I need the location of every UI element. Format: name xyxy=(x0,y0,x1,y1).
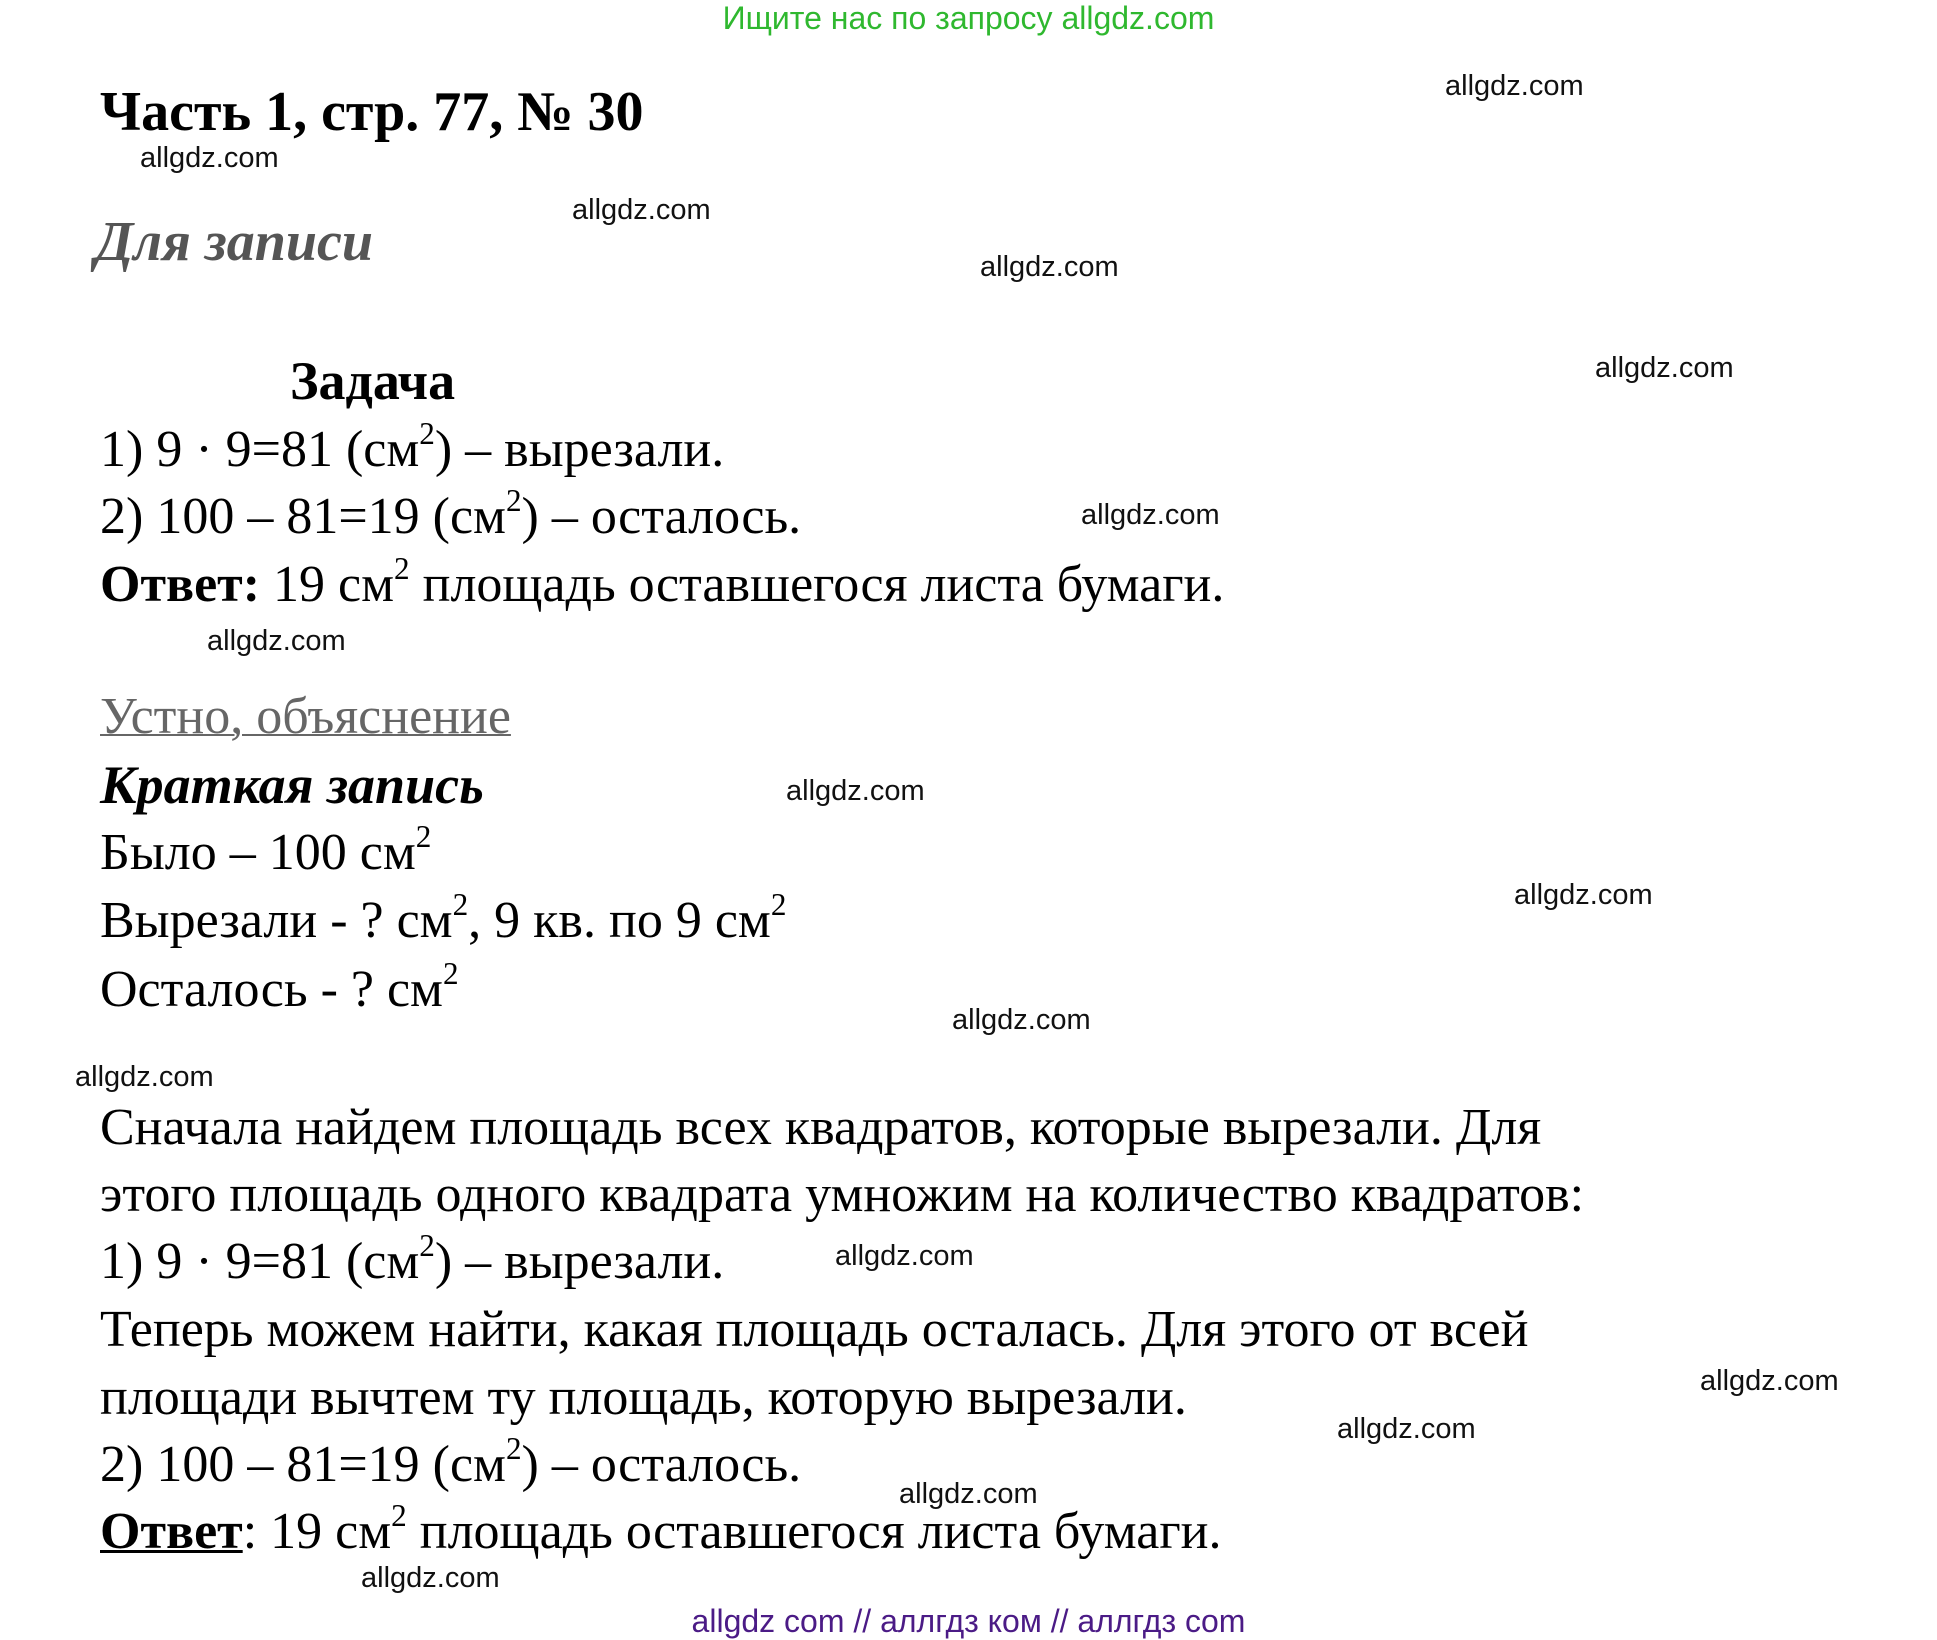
watermark: allgdz.com xyxy=(1337,1413,1476,1445)
explanation-step-1: 1) 9 · 9=81 $(см^2)$ – вырезали. xyxy=(100,1228,725,1290)
watermark: allgdz.com xyxy=(952,1004,1091,1036)
watermark: allgdz.com xyxy=(361,1562,500,1594)
watermark: allgdz.com xyxy=(899,1478,1038,1510)
watermark: allgdz.com xyxy=(207,625,346,657)
explanation-p2-line2: площади вычтем ту площадь, которую вырезали. xyxy=(100,1369,1187,1426)
top-banner: Ищите нас по запросу allgdz.com xyxy=(722,0,1215,36)
watermark: allgdz.com xyxy=(75,1061,214,1093)
watermark: allgdz.com xyxy=(572,194,711,226)
explanation-p1-line2: этого площадь одного квадрата умножим на количество квадратов: xyxy=(100,1166,1585,1223)
watermark: allgdz.com xyxy=(980,251,1119,283)
oral-heading: Устно, объяснение xyxy=(100,688,511,745)
task-step-1: 1) 9 · 9=81 $(см^2)$ – вырезали. xyxy=(100,416,725,478)
short-left: Осталось - ? $см^2$ xyxy=(100,956,459,1018)
task-heading: Задача xyxy=(290,351,456,411)
footer-links: allgdz com // аллгдз ком // аллгдз com xyxy=(691,1603,1246,1639)
page-title: Часть 1, стр. 77, № 30 xyxy=(100,81,644,143)
watermark: allgdz.com xyxy=(1081,499,1220,531)
watermark: allgdz.com xyxy=(1445,70,1584,102)
watermark: allgdz.com xyxy=(1700,1365,1839,1397)
for-record-heading: Для записи xyxy=(95,211,373,273)
short-was: Было – 100 $см^2$ xyxy=(100,819,432,881)
short-record-heading: Краткая запись xyxy=(100,755,484,815)
watermark: allgdz.com xyxy=(835,1240,974,1272)
explanation-answer: Ответ: 19 $см^2$ площадь оставшегося листа бумаги. xyxy=(100,1498,1222,1560)
explanation-p2-line1: Теперь можем найти, какая площадь осталась. Для этого от всей xyxy=(100,1301,1529,1358)
short-cut: Вырезали - ? $см^2$, 9 кв. по 9 $см^2$ xyxy=(100,887,787,949)
watermark: allgdz.com xyxy=(1514,879,1653,911)
watermark: allgdz.com xyxy=(786,775,925,807)
explanation-p1-line1: Сначала найдем площадь всех квадратов, которые вырезали. Для xyxy=(100,1099,1542,1156)
task-answer: Ответ: 19 $см^2$ площадь оставшегося листа бумаги. xyxy=(100,551,1225,613)
explanation-step-2: 2) 100 – 81=19 $(см^2)$ – осталось. xyxy=(100,1431,802,1493)
task-step-2: 2) 100 – 81=19 $(см^2)$ – осталось. xyxy=(100,483,802,545)
watermark: allgdz.com xyxy=(140,142,279,174)
watermark: allgdz.com xyxy=(1595,352,1734,384)
